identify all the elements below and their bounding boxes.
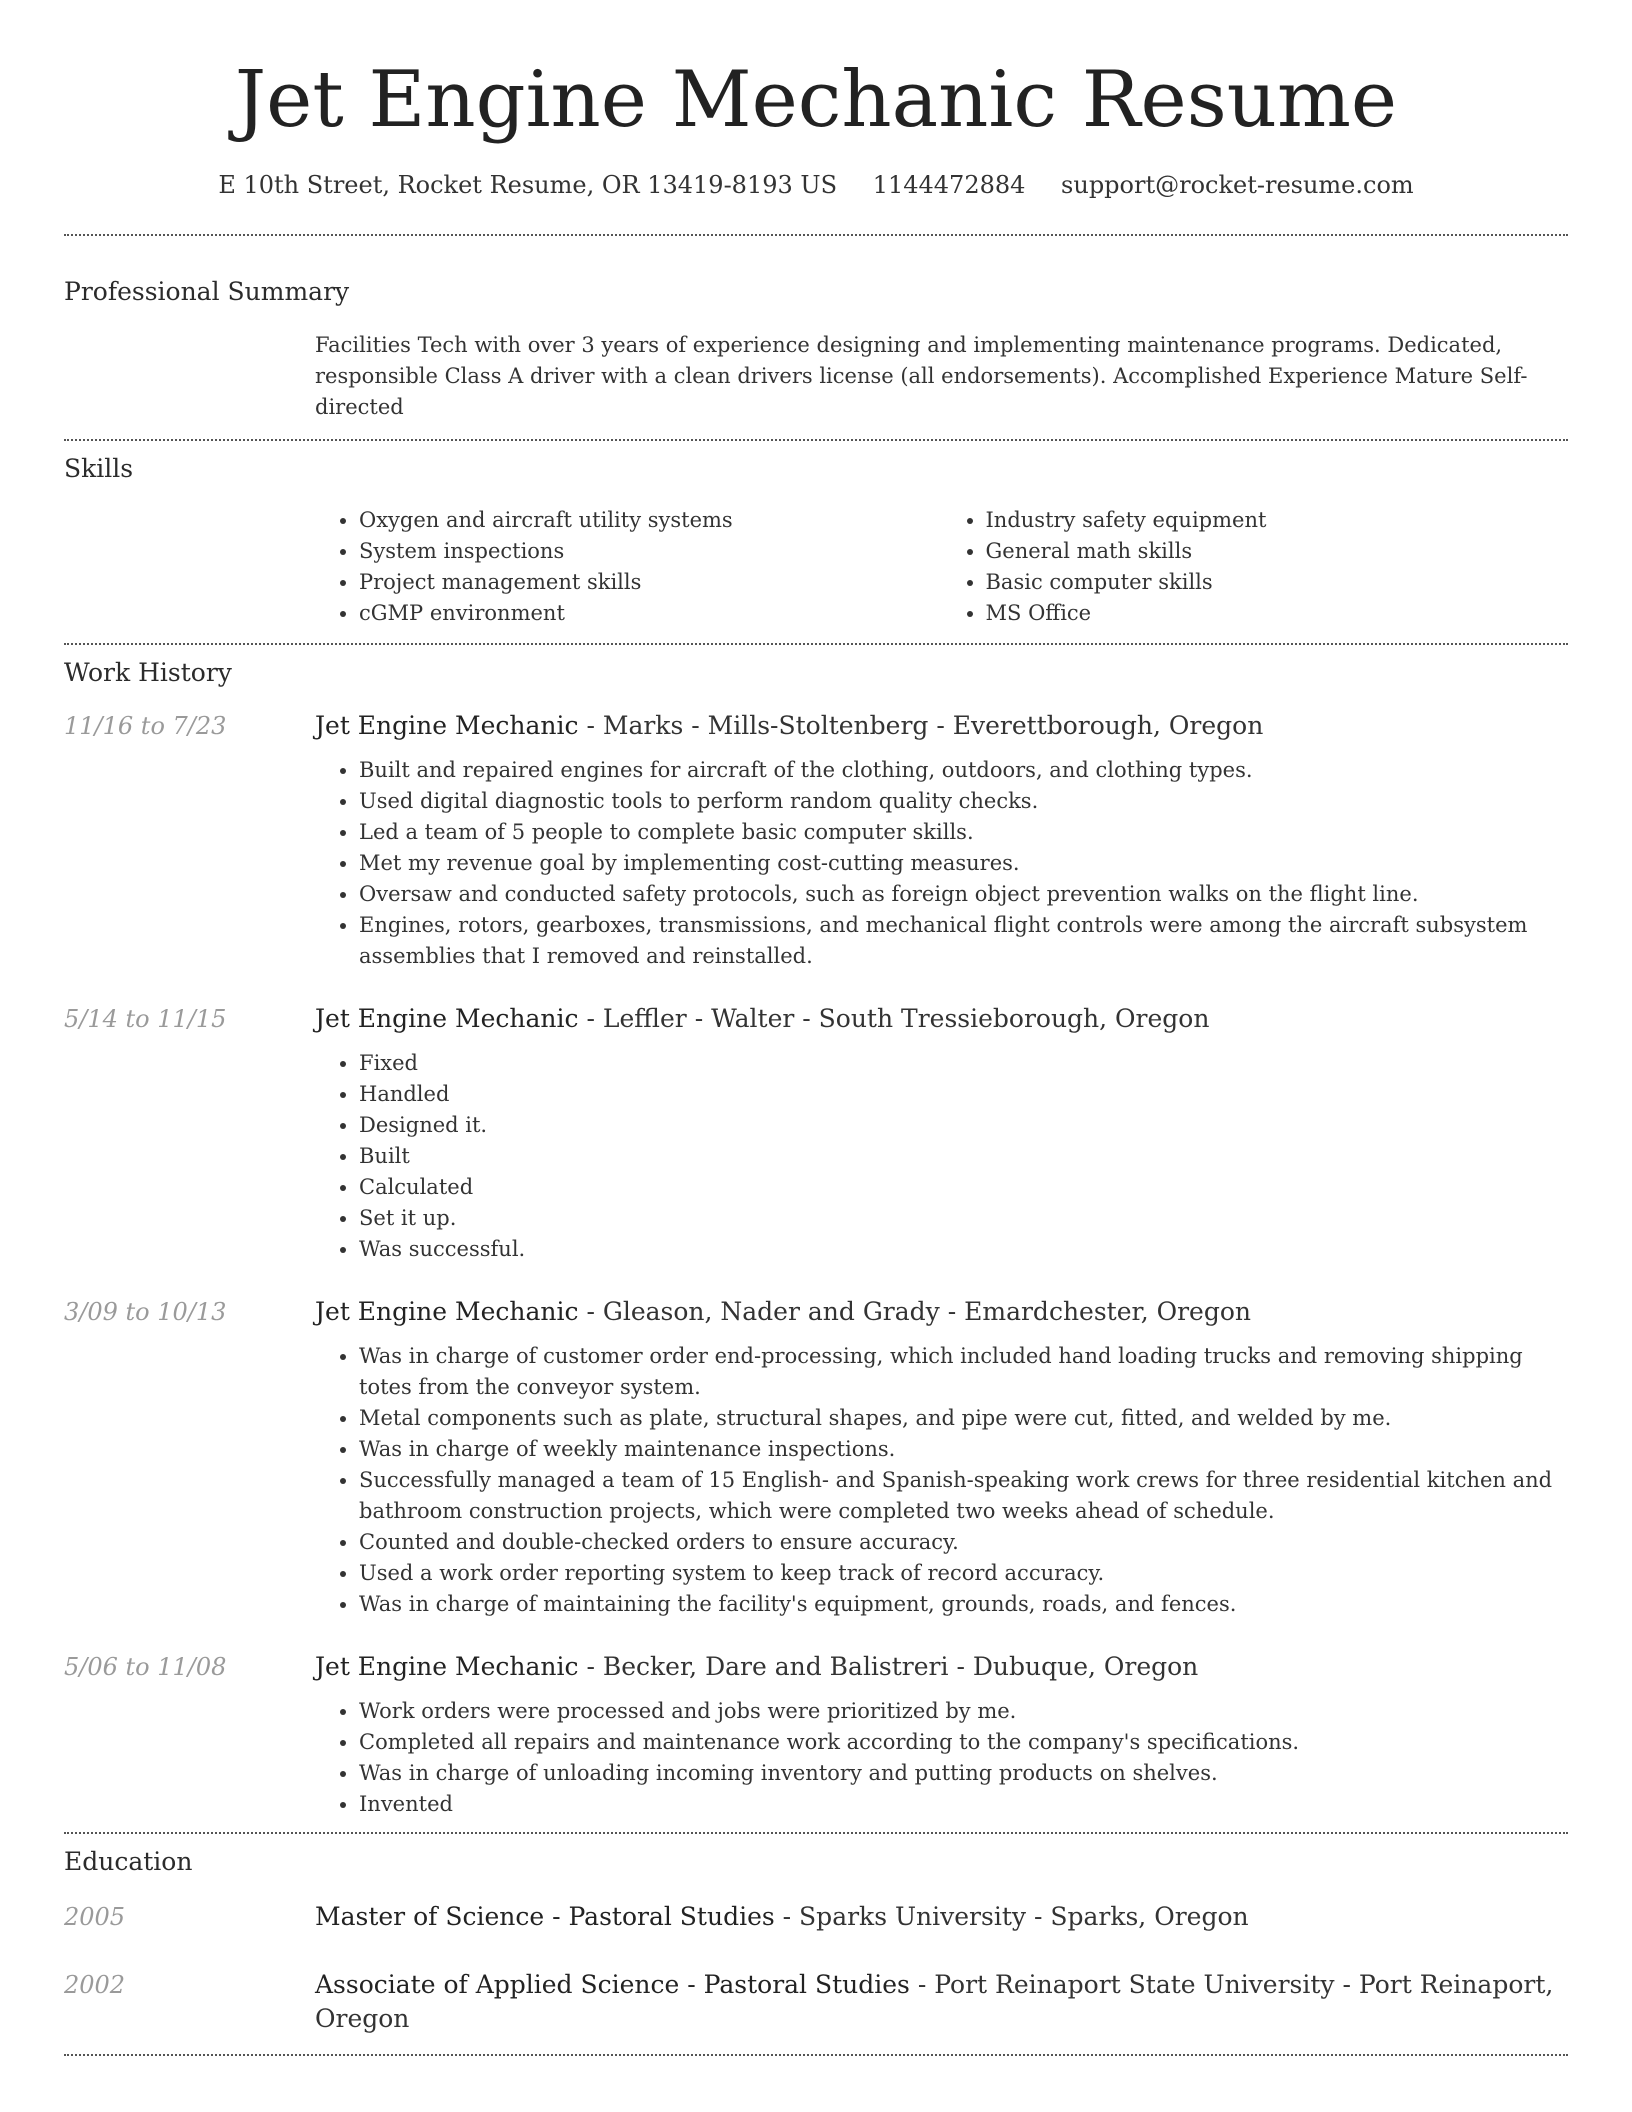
job-entry bbox=[64, 709, 1568, 972]
work-heading: Work History bbox=[64, 658, 232, 687]
job-employer: - Becker, Dare and Balistreri - Dubuque, Oregon bbox=[578, 1652, 1199, 1681]
education-section bbox=[64, 1834, 1568, 2054]
list-item: • Led a team of 5 people to complete basic computer skills. bbox=[359, 817, 1568, 848]
job-role: Jet Engine Mechanic bbox=[315, 1004, 579, 1033]
resume-title: Jet Engine Mechanic Resume bbox=[234, 55, 1398, 145]
summary-section bbox=[64, 236, 1568, 439]
list-item: • Was successful. bbox=[359, 1234, 1568, 1265]
list-item: • Calculated bbox=[359, 1172, 1568, 1203]
list-item: • Project management skills bbox=[359, 567, 942, 598]
list-item: • General math skills bbox=[986, 536, 1569, 567]
list-item: • Oxygen and aircraft utility systems bbox=[359, 505, 942, 536]
list-item: • Was in charge of unloading incoming inventory and putting products on shelves. bbox=[359, 1758, 1568, 1789]
job-title bbox=[315, 1002, 1568, 1036]
list-item: • Oversaw and conducted safety protocols, such as foreign object prevention walks on the flight line. bbox=[359, 879, 1568, 910]
job-body bbox=[315, 709, 1568, 972]
resume-header bbox=[64, 0, 1568, 200]
contact-phone: 1144472884 bbox=[872, 171, 1026, 199]
list-item: • Was in charge of maintaining the facility's equipment, grounds, roads, and fences. bbox=[359, 1589, 1568, 1620]
job-title bbox=[315, 1650, 1568, 1684]
education-degree bbox=[315, 1968, 1568, 2036]
degree-name: Associate of Applied Science - Pastoral Studies bbox=[315, 1970, 910, 1999]
job-bullets bbox=[315, 1696, 1568, 1820]
list-item: • Completed all repairs and maintenance work according to the company's specifications. bbox=[359, 1727, 1568, 1758]
list-item: • Basic computer skills bbox=[986, 567, 1569, 598]
education-heading: Education bbox=[64, 1847, 193, 1876]
work-section bbox=[64, 645, 1568, 1832]
degree-name: Master of Science - Pastoral Studies bbox=[315, 1902, 775, 1931]
contact-line bbox=[64, 170, 1568, 200]
job-title bbox=[315, 709, 1568, 743]
list-item: • Invented bbox=[359, 1789, 1568, 1820]
contact-email: support@rocket-resume.com bbox=[1061, 171, 1414, 199]
job-bullets bbox=[315, 1048, 1568, 1265]
education-degree bbox=[315, 1900, 1249, 1934]
list-item: • Built bbox=[359, 1141, 1568, 1172]
job-role: Jet Engine Mechanic bbox=[315, 711, 579, 740]
job-bullets bbox=[315, 755, 1568, 972]
list-item: • Industry safety equipment bbox=[986, 505, 1569, 536]
job-role: Jet Engine Mechanic bbox=[315, 1297, 579, 1326]
summary-heading: Professional Summary bbox=[64, 277, 350, 306]
job-body bbox=[315, 1295, 1568, 1620]
skills-section bbox=[64, 441, 1568, 643]
list-item: • Designed it. bbox=[359, 1110, 1568, 1141]
job-entry bbox=[64, 1650, 1568, 1820]
summary-text: Facilities Tech with over 3 years of experience designing and implementing maintenance programs. Dedicated, responsible Class A driver with a clean drivers license (all endorsements). Accomplished Experience Mature Self-directed bbox=[315, 333, 1528, 419]
list-item: • Work orders were processed and jobs were prioritized by me. bbox=[359, 1696, 1568, 1727]
list-item: • Set it up. bbox=[359, 1203, 1568, 1234]
list-item: • Built and repaired engines for aircraft of the clothing, outdoors, and clothing types. bbox=[359, 755, 1568, 786]
skills-list-left bbox=[315, 505, 942, 629]
skills-heading: Skills bbox=[64, 454, 134, 483]
job-title bbox=[315, 1295, 1568, 1329]
job-employer: - Leffler - Walter - South Tressieborough, Oregon bbox=[578, 1004, 1210, 1033]
list-item: • MS Office bbox=[986, 598, 1569, 629]
job-entry bbox=[64, 1295, 1568, 1620]
degree-school: - Port Reinaport State University - Port Reinaport, Oregon bbox=[315, 1970, 1554, 2033]
job-dates: 5/14 to 11/15 bbox=[64, 1005, 227, 1033]
list-item: • Met my revenue goal by implementing cost-cutting measures. bbox=[359, 848, 1568, 879]
job-dates: 11/16 to 7/23 bbox=[64, 712, 227, 740]
list-item: • Handled bbox=[359, 1079, 1568, 1110]
degree-school: - Sparks University - Sparks, Oregon bbox=[774, 1902, 1249, 1931]
job-body bbox=[315, 1650, 1568, 1820]
divider bbox=[64, 2054, 1568, 2056]
job-bullets bbox=[315, 1341, 1568, 1620]
job-employer: - Gleason, Nader and Grady - Emardchester, Oregon bbox=[578, 1297, 1252, 1326]
job-employer: - Marks - Mills-Stoltenberg - Everettborough, Oregon bbox=[578, 711, 1264, 740]
list-item: • Metal components such as plate, structural shapes, and pipe were cut, fitted, and welded by me. bbox=[359, 1403, 1568, 1434]
job-role: Jet Engine Mechanic bbox=[315, 1652, 579, 1681]
education-entry bbox=[64, 1900, 1568, 1934]
list-item: • Used digital diagnostic tools to perform random quality checks. bbox=[359, 786, 1568, 817]
list-item: • Fixed bbox=[359, 1048, 1568, 1079]
education-entry bbox=[64, 1968, 1568, 2036]
skills-grid bbox=[315, 505, 1568, 629]
contact-address: E 10th Street, Rocket Resume, OR 13419-8193 US bbox=[218, 171, 838, 199]
education-year: 2002 bbox=[64, 1971, 126, 1999]
skills-list-right bbox=[942, 505, 1569, 629]
job-dates: 3/09 to 10/13 bbox=[64, 1298, 227, 1326]
job-entry bbox=[64, 1002, 1568, 1265]
list-item: • Was in charge of customer order end-processing, which included hand loading trucks and removing shipping totes from the conveyor system. bbox=[359, 1341, 1568, 1403]
list-item: • cGMP environment bbox=[359, 598, 942, 629]
list-item: • Counted and double-checked orders to ensure accuracy. bbox=[359, 1527, 1568, 1558]
job-dates: 5/06 to 11/08 bbox=[64, 1653, 227, 1681]
list-item: • Was in charge of weekly maintenance inspections. bbox=[359, 1434, 1568, 1465]
education-year: 2005 bbox=[64, 1903, 126, 1931]
list-item: • Successfully managed a team of 15 English- and Spanish-speaking work crews for three residential kitchen and bathroom construction projects, which were completed two weeks ahead of schedule. bbox=[359, 1465, 1568, 1527]
list-item: • Engines, rotors, gearboxes, transmissions, and mechanical flight controls were among the aircraft subsystem assemblies that I removed and reinstalled. bbox=[359, 910, 1568, 972]
list-item: • Used a work order reporting system to keep track of record accuracy. bbox=[359, 1558, 1568, 1589]
job-body bbox=[315, 1002, 1568, 1265]
list-item: • System inspections bbox=[359, 536, 942, 567]
